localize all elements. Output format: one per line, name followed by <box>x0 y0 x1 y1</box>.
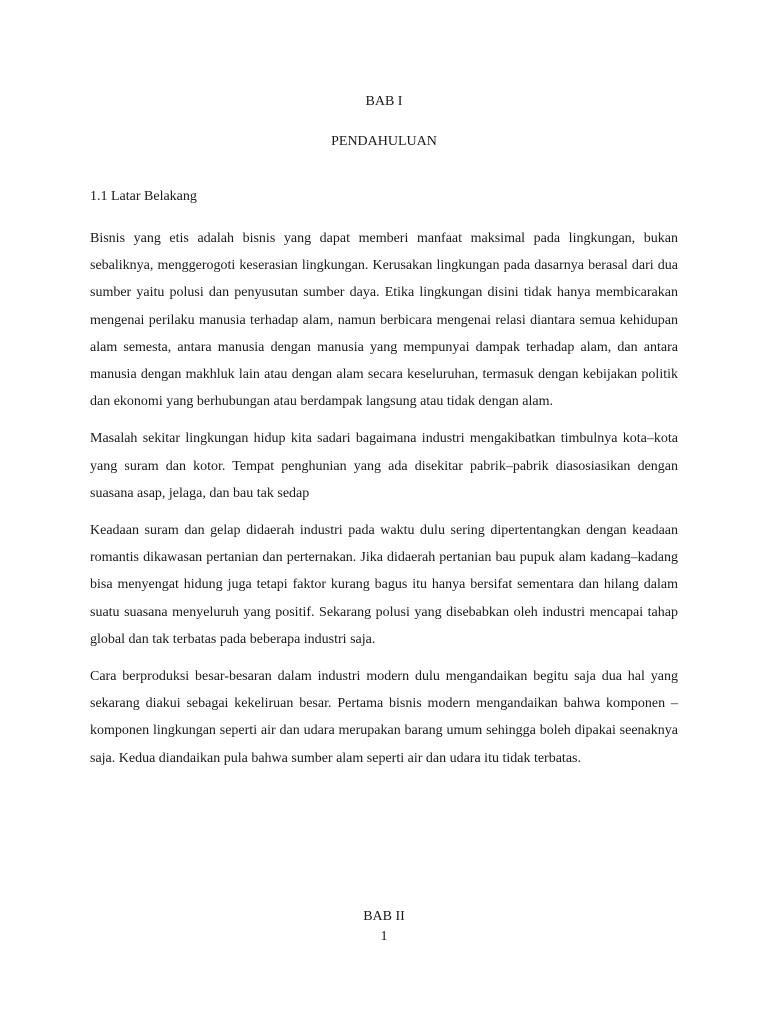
paragraph-3: Keadaan suram dan gelap didaerah industri pada waktu dulu sering dipertentangkan dengan keadaan romantis dikawasan pertanian dan perternakan. Jika didaerah pertanian bau pupuk alam kadang–kadang bisa menyengat hidung juga tetapi faktor kurang bagus itu hanya bersifat sementara dan hilang dalam suatu suasana menyeluruh yang positif. Sekarang polusi yang disebabkan oleh industri mencapai tahap global dan tak terbatas pada beberapa industri saja. <box>90 523 678 647</box>
page-number: 1 <box>380 929 388 944</box>
chapter-title: BAB I <box>365 94 403 109</box>
paragraph-4: Cara berproduksi besar-besaran dalam industri modern dulu mengandaikan begitu saja dua hal yang sekarang diakui sebagai kekeliruan besar. Pertama bisnis modern mengandaikan bahwa komponen – komponen lingkungan seperti air dan udara merupakan barang umum sehingga boleh dipakai seenaknya saja. Kedua diandaikan pula bahwa sumber alam seperti air dan udara itu tidak terbatas. <box>90 669 678 766</box>
paragraph-2: Masalah sekitar lingkungan hidup kita sadari bagaimana industri mengakibatkan timbulnya kota–kota yang suram dan kotor. Tempat penghunian yang ada disekitar pabrik–pabrik diasosiasikan dengan suasana asap, jelaga, dan bau tak sedap <box>90 431 678 501</box>
body-text <box>90 225 678 782</box>
chapter-subtitle: PENDAHULUAN <box>331 134 437 149</box>
next-chapter-heading: BAB II <box>363 909 405 924</box>
section-heading: 1.1 Latar Belakang <box>90 189 197 204</box>
paragraph-1: Bisnis yang etis adalah bisnis yang dapat memberi manfaat maksimal pada lingkungan, bukan sebaliknya, menggerogoti keserasian lingkungan. Kerusakan lingkungan pada dasarnya berasal dari dua sumber yaitu polusi dan penyusutan sumber daya. Etika lingkungan disini tidak hanya membicarakan mengenai perilaku manusia terhadap alam, namun berbicara mengenai relasi diantara semua kehidupan alam semesta, antara manusia dengan manusia yang mempunyai dampak terhadap alam, dan antara manusia dengan makhluk lain atau dengan alam secara keseluruhan, termasuk dengan kebijakan politik dan ekonomi yang berhubungan atau berdampak langsung atau tidak dengan alam. <box>90 231 678 410</box>
